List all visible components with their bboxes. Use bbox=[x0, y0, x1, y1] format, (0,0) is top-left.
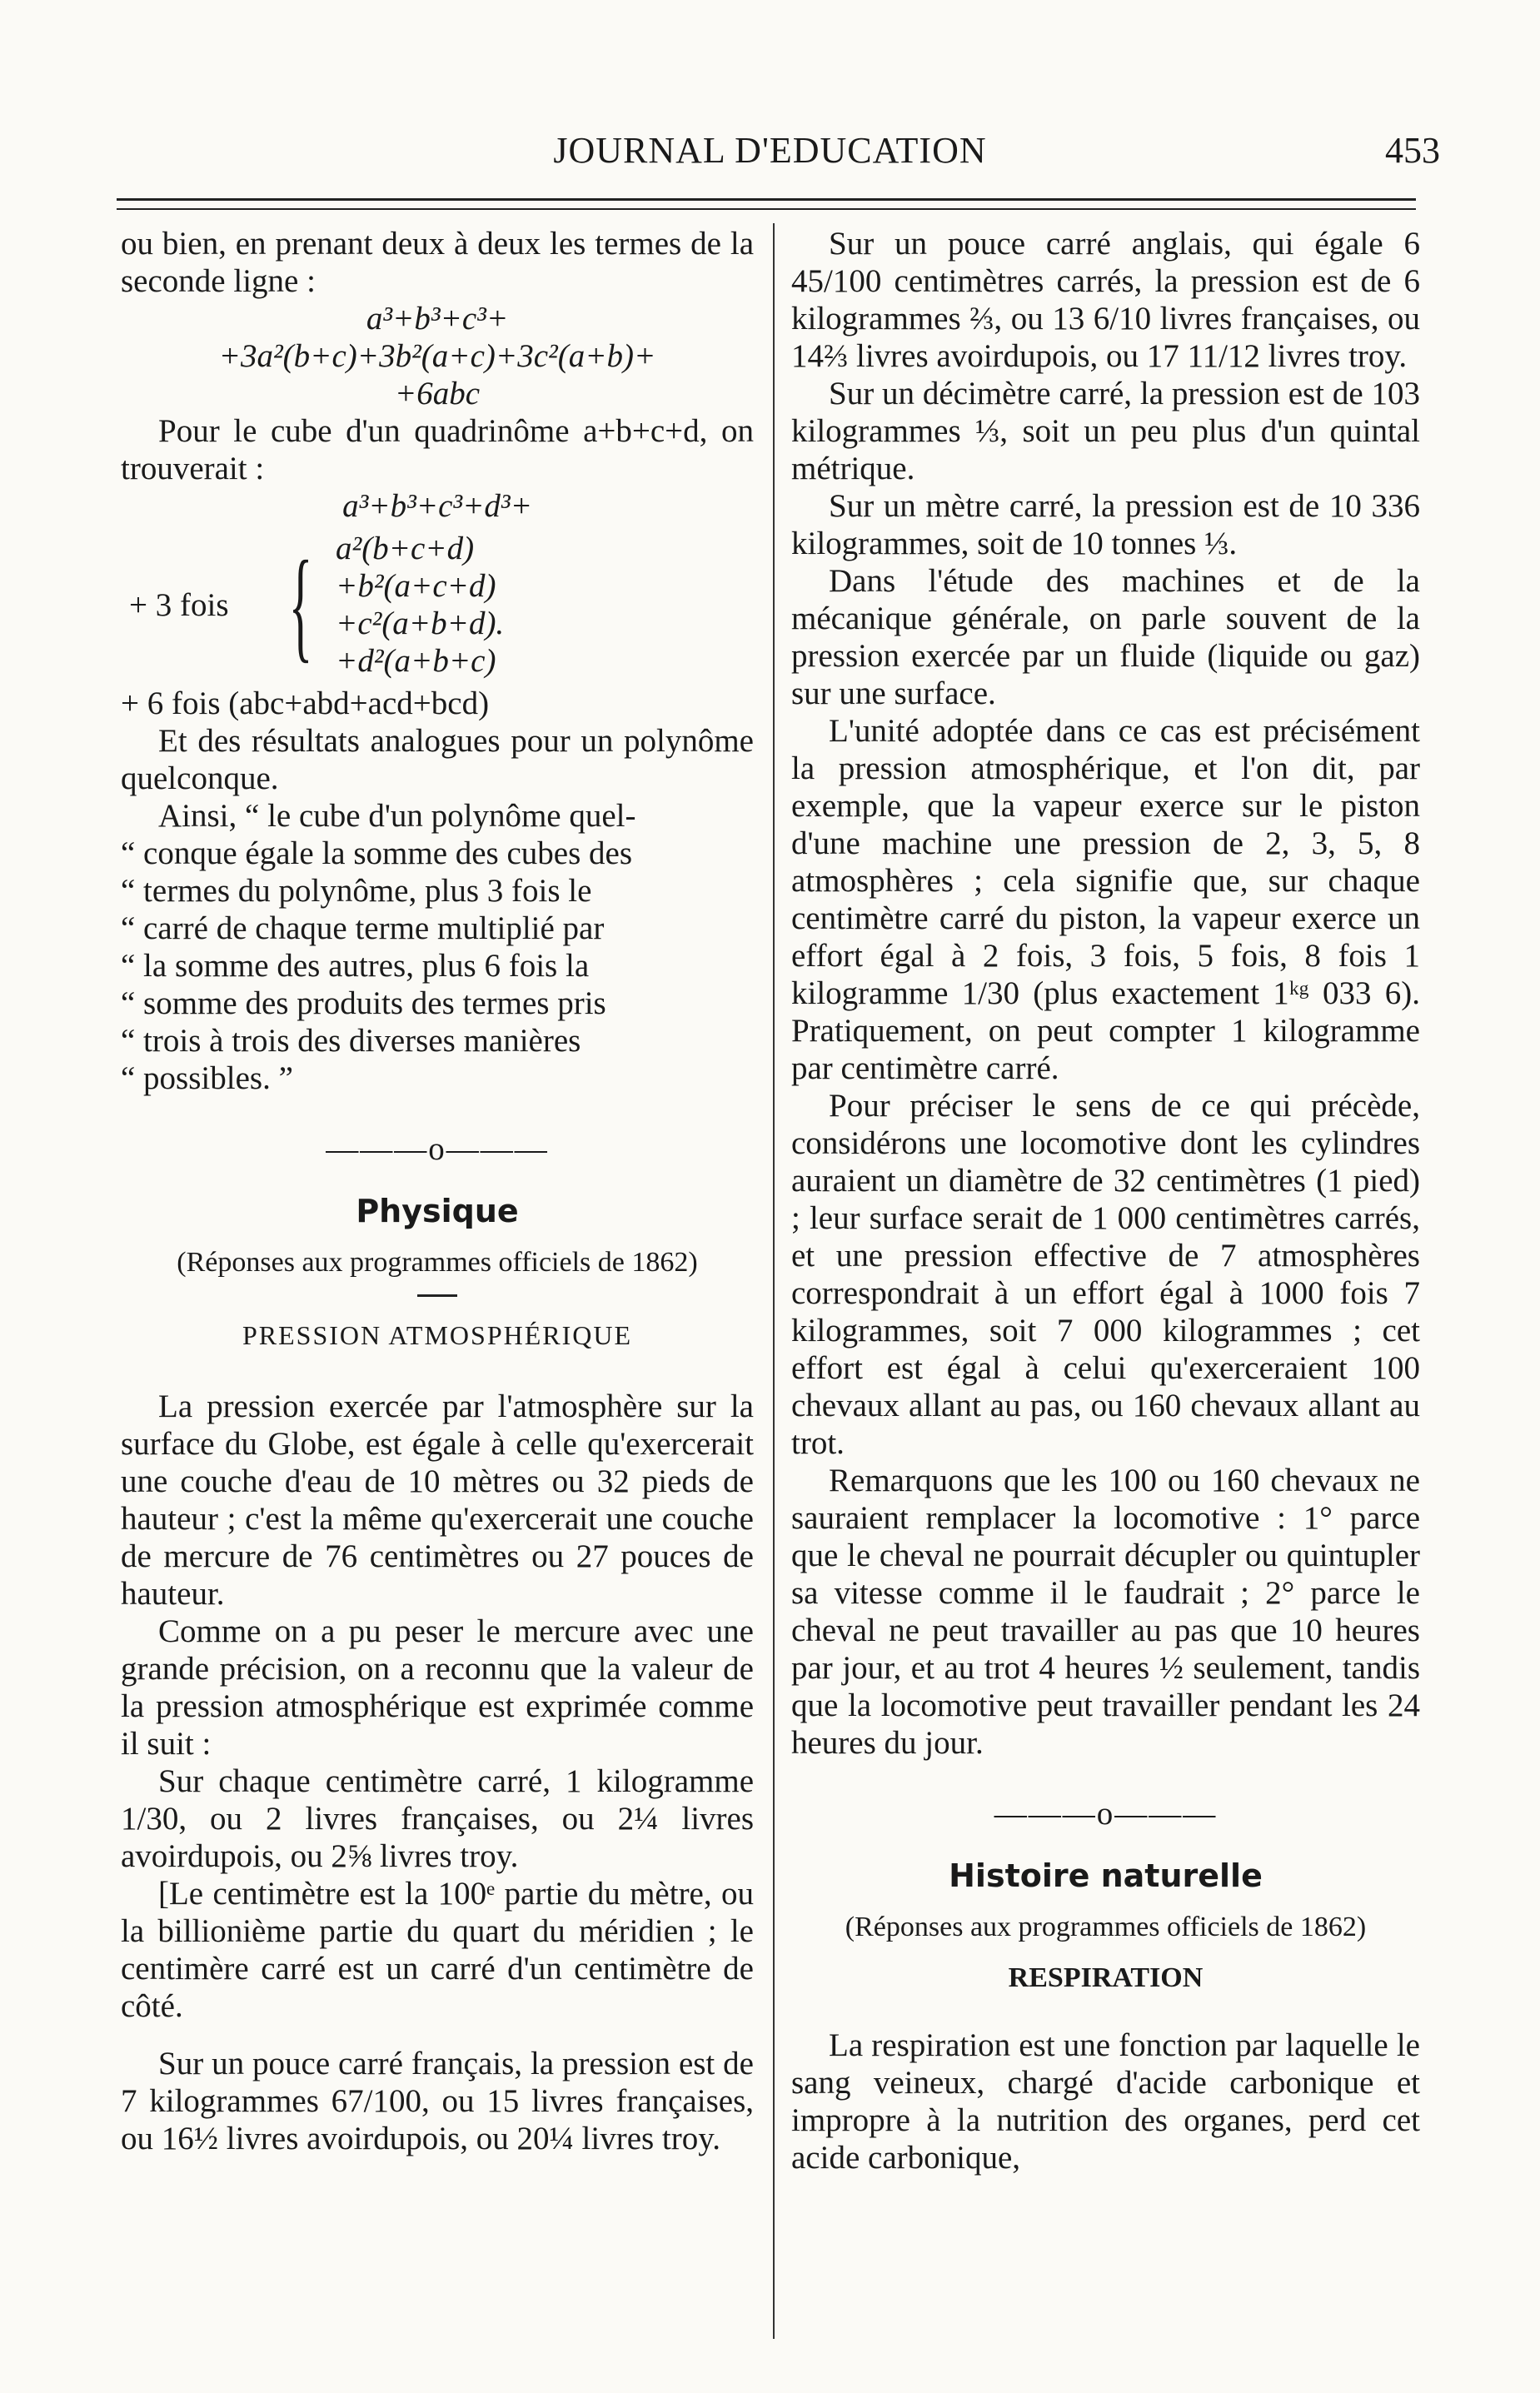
body-paragraph: [Le centimètre est la 100ᵉ partie du mètre, ou la billionième partie du quart du méridien ; le centimère carré est un carré d'un centimètre de côté. bbox=[121, 1876, 754, 2024]
body-paragraph: L'unité adoptée dans ce cas est précisément la pression atmosphérique, et l'on dit, par exemple, que la vapeur exerce sur le piston d'une machine une pression de 2, 3, 5, 8 atmosphères ; cela signifie que, sur chaque centimètre carré du piston, la vapeur exerce un effort égal à 2 fois, 3 fois, 5 fois, 8 fois 1 kilogramme 1/30 (plus exactement 1ᵏᵍ 033 6). Pratiquement, on peut compter 1 kilogramme par centimètre carré. bbox=[791, 713, 1420, 1086]
quote-line: “ la somme des autres, plus 6 fois la bbox=[121, 948, 590, 984]
section-subtitle: (Réponses aux programmes officiels de 1862) bbox=[177, 1247, 698, 1278]
spacer bbox=[121, 2025, 754, 2045]
header-rule bbox=[117, 198, 1416, 201]
formula-line: +3a²(b+c)+3b²(a+c)+3c²(a+b)+ bbox=[218, 338, 656, 374]
subsection-title: RESPIRATION bbox=[1008, 1962, 1204, 1993]
formula-line: +c²(a+b+d). bbox=[336, 606, 505, 641]
formula-line: a³+b³+c³+d³+ bbox=[342, 488, 532, 524]
quote-line: Ainsi, “ le cube d'un polynôme quel- bbox=[158, 798, 636, 834]
three-fois-lines bbox=[336, 530, 504, 680]
section-title: Physique bbox=[356, 1193, 519, 1229]
header-rule-thin bbox=[117, 208, 1416, 210]
quote-line: “ termes du polynôme, plus 3 fois le bbox=[121, 873, 592, 909]
page-number: 453 bbox=[1385, 130, 1440, 171]
formula-line: +d²(a+b+c) bbox=[336, 643, 496, 679]
formula-line: a²(b+c+d) bbox=[336, 531, 475, 566]
formula-line: +b²(a+c+d) bbox=[336, 568, 496, 604]
body-paragraph: La respiration est une fonction par laquelle le sang veineux, chargé d'acide carbonique et impropre à la nutrition des organes, perd cet acide carbonique, bbox=[791, 2027, 1420, 2176]
section-separator: ———o——— bbox=[994, 1796, 1218, 1832]
body-paragraph: Comme on a pu peser le mercure avec une grande précision, on a reconnu que la valeur de la pression atmosphérique est exprimée comme il suit : bbox=[121, 1613, 754, 1762]
quad-intro: Pour le cube d'un quadrinôme a+b+c+d, on trouverait : bbox=[121, 413, 754, 486]
three-fois-label: + 3 fois bbox=[129, 586, 229, 623]
short-dash bbox=[417, 1294, 457, 1297]
body-paragraph: Sur un pouce carré français, la pression est de 7 kilogrammes 67/100, ou 15 livres françaises, ou 16½ livres avoirdupois, ou 20¼ livres troy. bbox=[121, 2046, 754, 2156]
left-column bbox=[121, 225, 754, 2157]
analog-text: Et des résultats analogues pour un polynôme quelconque. bbox=[121, 723, 754, 796]
section-separator: ———o——— bbox=[326, 1131, 549, 1167]
subsection-title: PRESSION ATMOSPHÉRIQUE bbox=[242, 1320, 633, 1350]
column-divider bbox=[773, 223, 775, 2339]
page-header bbox=[0, 129, 1540, 187]
six-fois-line: + 6 fois (abc+abd+acd+bcd) bbox=[121, 685, 490, 721]
quote-line: “ trois à trois des diverses manières bbox=[121, 1023, 581, 1059]
intro-text: ou bien, en prenant deux à deux les termes de la seconde ligne : bbox=[121, 226, 754, 299]
brace-glyph: { bbox=[288, 536, 313, 674]
body-paragraph: Sur chaque centimètre carré, 1 kilogramme 1/30, ou 2 livres françaises, ou 2¼ livres avoirdupois, ou 2⅝ livres troy. bbox=[121, 1763, 754, 1874]
running-title: JOURNAL D'EDUCATION bbox=[553, 130, 987, 171]
quote-line: “ somme des produits des termes pris bbox=[121, 985, 606, 1021]
body-paragraph: Sur un décimètre carré, la pression est de 103 kilogrammes ⅓, soit un peu plus d'un quintal métrique. bbox=[791, 376, 1420, 486]
formula-line: +6abc bbox=[394, 376, 481, 411]
section-subtitle: (Réponses aux programmes officiels de 1862) bbox=[845, 1912, 1367, 1942]
quote-line: “ possibles. ” bbox=[121, 1060, 293, 1096]
body-paragraph: La pression exercée par l'atmosphère sur la surface du Globe, est égale à celle qu'exercerait une couche d'eau de 10 mètres ou 32 pieds de hauteur ; c'est la même qu'exercerait une couche de mercure de 76 centimètres ou 27 pouces de hauteur. bbox=[121, 1388, 754, 1612]
body-paragraph: Sur un pouce carré anglais, qui égale 6 45/100 centimètres carrés, la pression est de 6 kilogrammes ⅔, ou 13 6/10 livres françaises, ou 14⅔ livres avoirdupois, ou 17 11/12 livres troy. bbox=[791, 226, 1420, 374]
quote-line: “ carré de chaque terme multiplié par bbox=[121, 910, 605, 946]
quote-line: “ conque égale la somme des cubes des bbox=[121, 835, 633, 871]
three-fois-block bbox=[129, 530, 754, 680]
body-paragraph: Pour préciser le sens de ce qui précède, considérons une locomotive dont les cylindres auraient un diamètre de 32 centimètres (1 pied) ; leur surface serait de 1 000 centimètres carrés, et une pression effective de 7 atmosphères correspondrait à un effort égal à 1000 fois 7 kilogrammes, soit 7 000 kilogrammes ; cet effort est égal à celui qu'exerceraient 100 chevaux allant au pas, ou 160 chevaux allant au trot. bbox=[791, 1088, 1420, 1461]
body-paragraph: Remarquons que les 100 ou 160 chevaux ne sauraient remplacer la locomotive : 1° parce que le cheval ne pourrait décupler ou quintupler sa vitesse comme il le faudrait ; 2° parce le cheval ne peut travailler au pas que 10 heures par jour, et au trot 4 heures ½ seulement, tandis que la locomotive peut travailler pendant les 24 heures du jour. bbox=[791, 1463, 1420, 1761]
body-paragraph: Dans l'étude des machines et de la mécanique générale, on parle souvent de la pression exercée par un fluide (liquide ou gaz) sur une surface. bbox=[791, 563, 1420, 711]
formula-line: a³+b³+c³+ bbox=[366, 301, 509, 337]
body-paragraph: Sur un mètre carré, la pression est de 10 336 kilogrammes, soit de 10 tonnes ⅓. bbox=[791, 488, 1420, 561]
section-title: Histoire naturelle bbox=[949, 1857, 1263, 1894]
right-column bbox=[791, 225, 1420, 2176]
